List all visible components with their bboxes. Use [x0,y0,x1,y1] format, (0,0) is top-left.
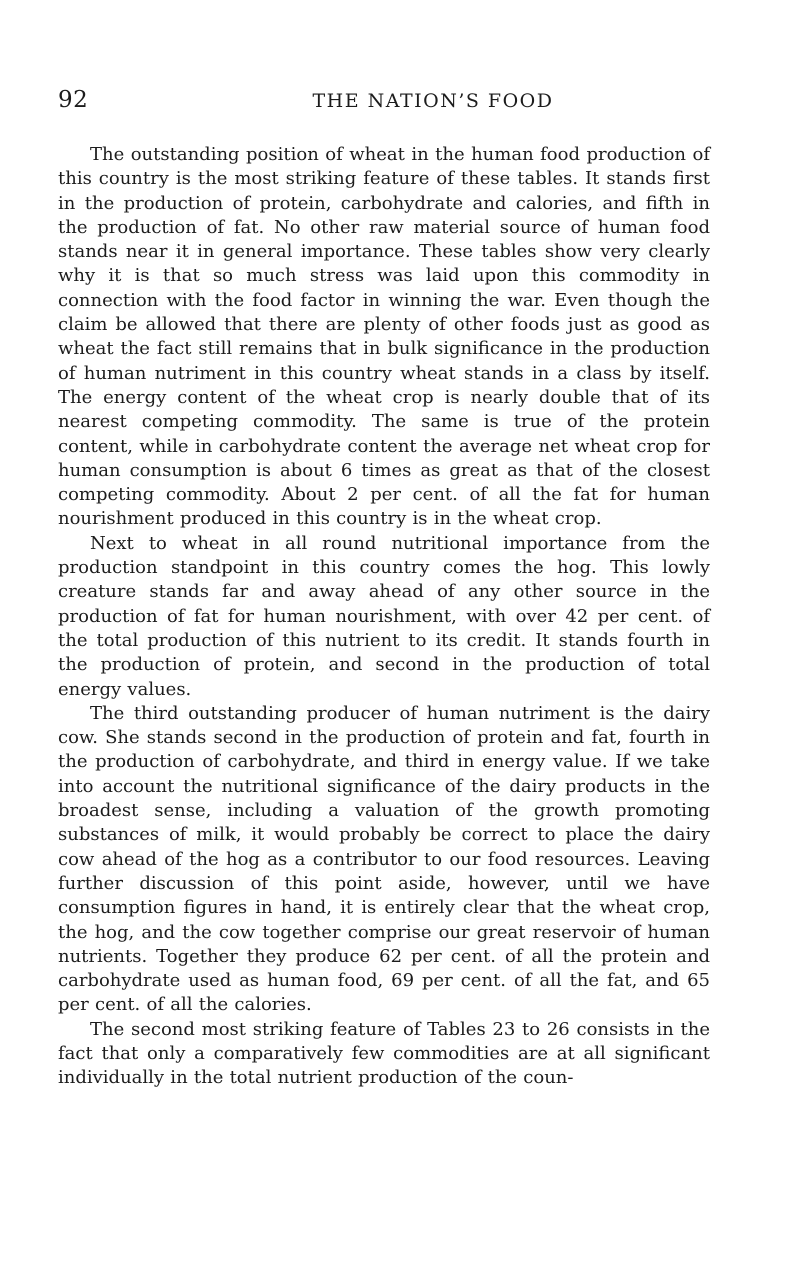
running-head [58,86,708,116]
running-title [258,89,708,113]
paragraph-wheat: The outstanding position of wheat in the human food production of this country is the most striking feature of these tables. It stands first in the production of protein, carbohydrate and calories, and fifth in the production of fat. No other raw material source of human food stands near it in general importance. These tables show very clearly why it is that so much stress was laid upon this commodity in connection with the food factor in winning the war. Even though the claim be allowed that there are plenty of other foods just as good as wheat the fact still remains that in bulk significance in the production of human nutriment in this country wheat stands in a class by itself. The energy content of the wheat crop is nearly double that of its nearest competing commodity. The same is true of the protein content, while in carbohydrate content the average net wheat crop for human consumption is about 6 times as great as that of the closest competing commodity. About 2 per cent. of all the fat for human nourishment produced in this country is in the wheat crop. [58,144,710,530]
running-title-text: THE NATION’S FOOD [312,90,554,112]
body-text [58,143,710,1091]
paragraph-dairy-cow: The third outstanding producer of human nutriment is the dairy cow. She stands second in the production of protein and fat, fourth in the production of carbohydrate, and third in energy value. If we take into account the nutritional significance of the dairy products in the broadest sense, including a valuation of the growth promoting substances of milk, it would probably be correct to place the dairy cow ahead of the hog as a contributor to our food resources. Leaving further discussion of this point aside, however, until we have consumption figures in hand, it is entirely clear that the wheat crop, the hog, and the cow together comprise our great reservoir of human nutrients. Together they produce 62 per cent. of all the protein and carbohydrate used as human food, 69 per cent. of all the fat, and 65 per cent. of all the calories. [58,702,710,1016]
paragraph-hog: Next to wheat in all round nutritional importance from the production standpoint in this country comes the hog. This lowly creature stands far and away ahead of any other source in the production of fat for human nourishment, with over 42 per cent. of the total production of this nutrient to its credit. It stands fourth in the production of protein, and second in the production of total energy values. [58,532,710,700]
paragraph-tables-feature: The second most striking feature of Tables 23 to 26 consists in the fact that only a comparatively few commodities are at all significant individually in the total nutrient production of the coun- [58,1018,710,1089]
page-number: 92 [58,87,89,113]
